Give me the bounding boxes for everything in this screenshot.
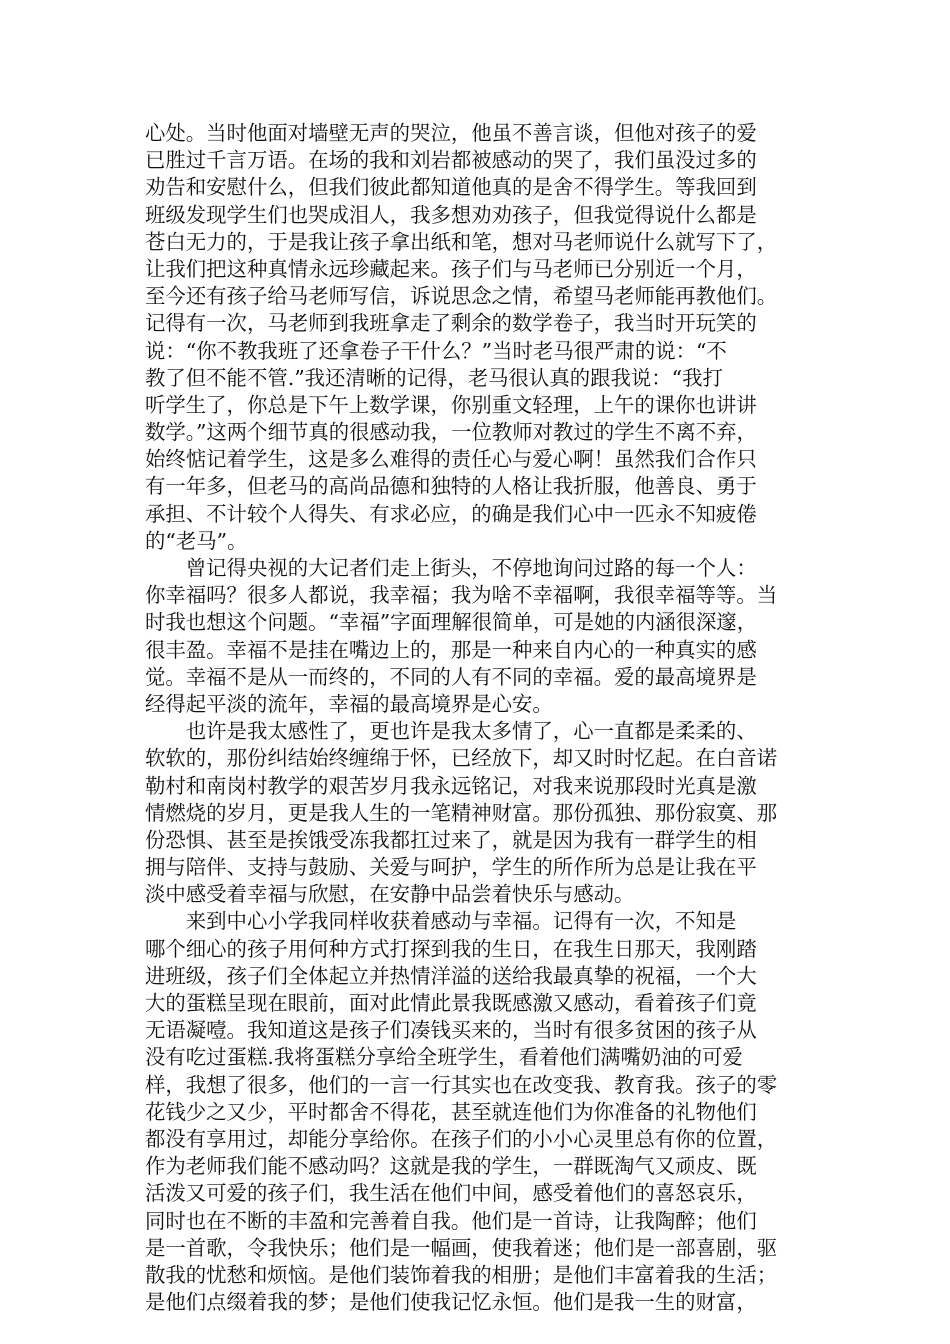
text-line: 很丰盈。幸福不是挂在嘴边上的，那是一种来自内心的一种真实的感 (145, 637, 757, 662)
text-line: 活泼又可爱的孩子们，我生活在他们中间，感受着他们的喜怒哀乐， (145, 1181, 757, 1206)
text-line: 曾记得央视的大记者们走上街头，不停地询问过路的每一个人： (145, 556, 757, 580)
text-line: 心处。当时他面对墙壁无声的哭泣，他虽不善言谈，但他对孩子的爱 (145, 121, 757, 145)
text-line: 软软的，那份纠结始终缠绵于怀，已经放下，却又时时忆起。在白音诺 (145, 746, 778, 771)
text-line: 教了但不能不管.”我还清晰的记得，老马很认真的跟我说：“我打 (145, 365, 723, 390)
text-line: 大的蛋糕呈现在眼前，面对此情此景我既感激又感动，看着孩子们竟 (145, 991, 757, 1015)
text-line: 份恐惧、甚至是挨饿受冻我都扛过来了，就是因为我有一群学生的相 (145, 827, 757, 852)
text-line: 承担、不计较个人得失、有求必应，的确是我们心中一匹永不知疲倦 (145, 501, 757, 526)
text-line: 也许是我太感性了，更也许是我太多情了，心一直都是柔柔的、 (145, 719, 757, 744)
text-line: 作为老师我们能不感动吗？这就是我的学生，一群既淘气又顽皮、既 (145, 1154, 757, 1179)
text-line: 都没有享用过，却能分享给你。在孩子们的小小心灵里总有你的位置， (145, 1126, 778, 1151)
text-line: 同时也在不断的丰盈和完善着自我。他们是一首诗，让我陶醉；他们 (145, 1208, 757, 1233)
text-line: 是他们点缀着我的梦；是他们使我记忆永恒。他们是我一生的财富， (145, 1290, 757, 1315)
text-line: 勒村和南岗村教学的艰苦岁月我永远铭记，对我来说那段时光真是激 (145, 773, 757, 798)
text-line: 样，我想了很多，他们的一言一行其实也在改变我、教育我。孩子的零 (145, 1072, 778, 1097)
body-text (145, 120, 810, 1316)
text-line: 你幸福吗？很多人都说，我幸福；我为啥不幸福啊，我很幸福等等。当 (145, 583, 778, 608)
text-line: 苍白无力的，于是我让孩子拿出纸和笔，想对马老师说什么就写下了， (145, 229, 778, 254)
text-line: 是一首歌，令我快乐；他们是一幅画，使我着迷；他们是一部喜剧，驱 (145, 1235, 778, 1260)
text-line: 班级发现学生们也哭成泪人，我多想劝劝孩子，但我觉得说什么都是 (145, 202, 757, 227)
text-line: 没有吃过蛋糕.我将蛋糕分享给全班学生，看着他们满嘴奶油的可爱 (145, 1045, 743, 1070)
text-line: 哪个细心的孩子用何种方式打探到我的生日，在我生日那天，我刚踏 (145, 936, 757, 961)
text-line: 拥与陪伴、支持与鼓励、关爱与呵护，学生的所作所为总是让我在平 (145, 855, 757, 880)
text-line: 说：“你不教我班了还拿卷子干什么？”当时老马很严肃的说：“不 (145, 338, 727, 363)
text-line: 花钱少之又少，平时都舍不得花，甚至就连他们为你准备的礼物他们 (145, 1099, 757, 1124)
text-line: 听学生了，你总是下午上数学课，你别重文轻理，上午的课你也讲讲 (145, 392, 757, 417)
text-line: 的“老马”。 (145, 528, 248, 553)
text-line: 让我们把这种真情永远珍藏起来。孩子们与马老师已分别近一个月， (145, 256, 757, 281)
text-line: 时我也想这个问题。“幸福”字面理解很简单，可是她的内涵很深邃， (145, 610, 758, 635)
text-line: 无语凝噎。我知道这是孩子们凑钱买来的，当时有很多贫困的孩子从 (145, 1018, 757, 1043)
text-line: 劝告和安慰什么，但我们彼此都知道他真的是舍不得学生。等我回到 (145, 175, 757, 200)
text-line: 始终惦记着学生，这是多么难得的责任心与爱心啊！虽然我们合作只 (145, 447, 757, 472)
text-line: 有一年多，但老马的高尚品德和独特的人格让我折服，他善良、勇于 (145, 474, 757, 499)
text-line: 进班级，孩子们全体起立并热情洋溢的送给我最真挚的祝福，一个大 (145, 963, 757, 988)
text-line: 来到中心小学我同样收获着感动与幸福。记得有一次，不知是 (145, 909, 737, 934)
text-line: 情燃烧的岁月，更是我人生的一笔精神财富。那份孤独、那份寂寞、那 (145, 800, 778, 825)
text-line: 淡中感受着幸福与欣慰，在安静中品尝着快乐与感动。 (145, 882, 635, 907)
text-line: 经得起平淡的流年，幸福的最高境界是心安。 (145, 691, 553, 716)
text-line: 已胜过千言万语。在场的我和刘岩都被感动的哭了，我们虽没过多的 (145, 148, 757, 173)
text-line: 觉。幸福不是从一而终的，不同的人有不同的幸福。爱的最高境界是 (145, 664, 757, 689)
text-line: 记得有一次，马老师到我班拿走了剩余的数学卷子，我当时开玩笑的 (145, 311, 757, 336)
text-line: 至今还有孩子给马老师写信，诉说思念之情，希望马老师能再教他们。 (145, 284, 778, 309)
text-line: 数学。”这两个细节真的很感动我，一位教师对教过的学生不离不弃， (145, 420, 757, 445)
text-line: 散我的忧愁和烦恼。是他们装饰着我的相册；是他们丰富着我的生活； (145, 1262, 778, 1287)
